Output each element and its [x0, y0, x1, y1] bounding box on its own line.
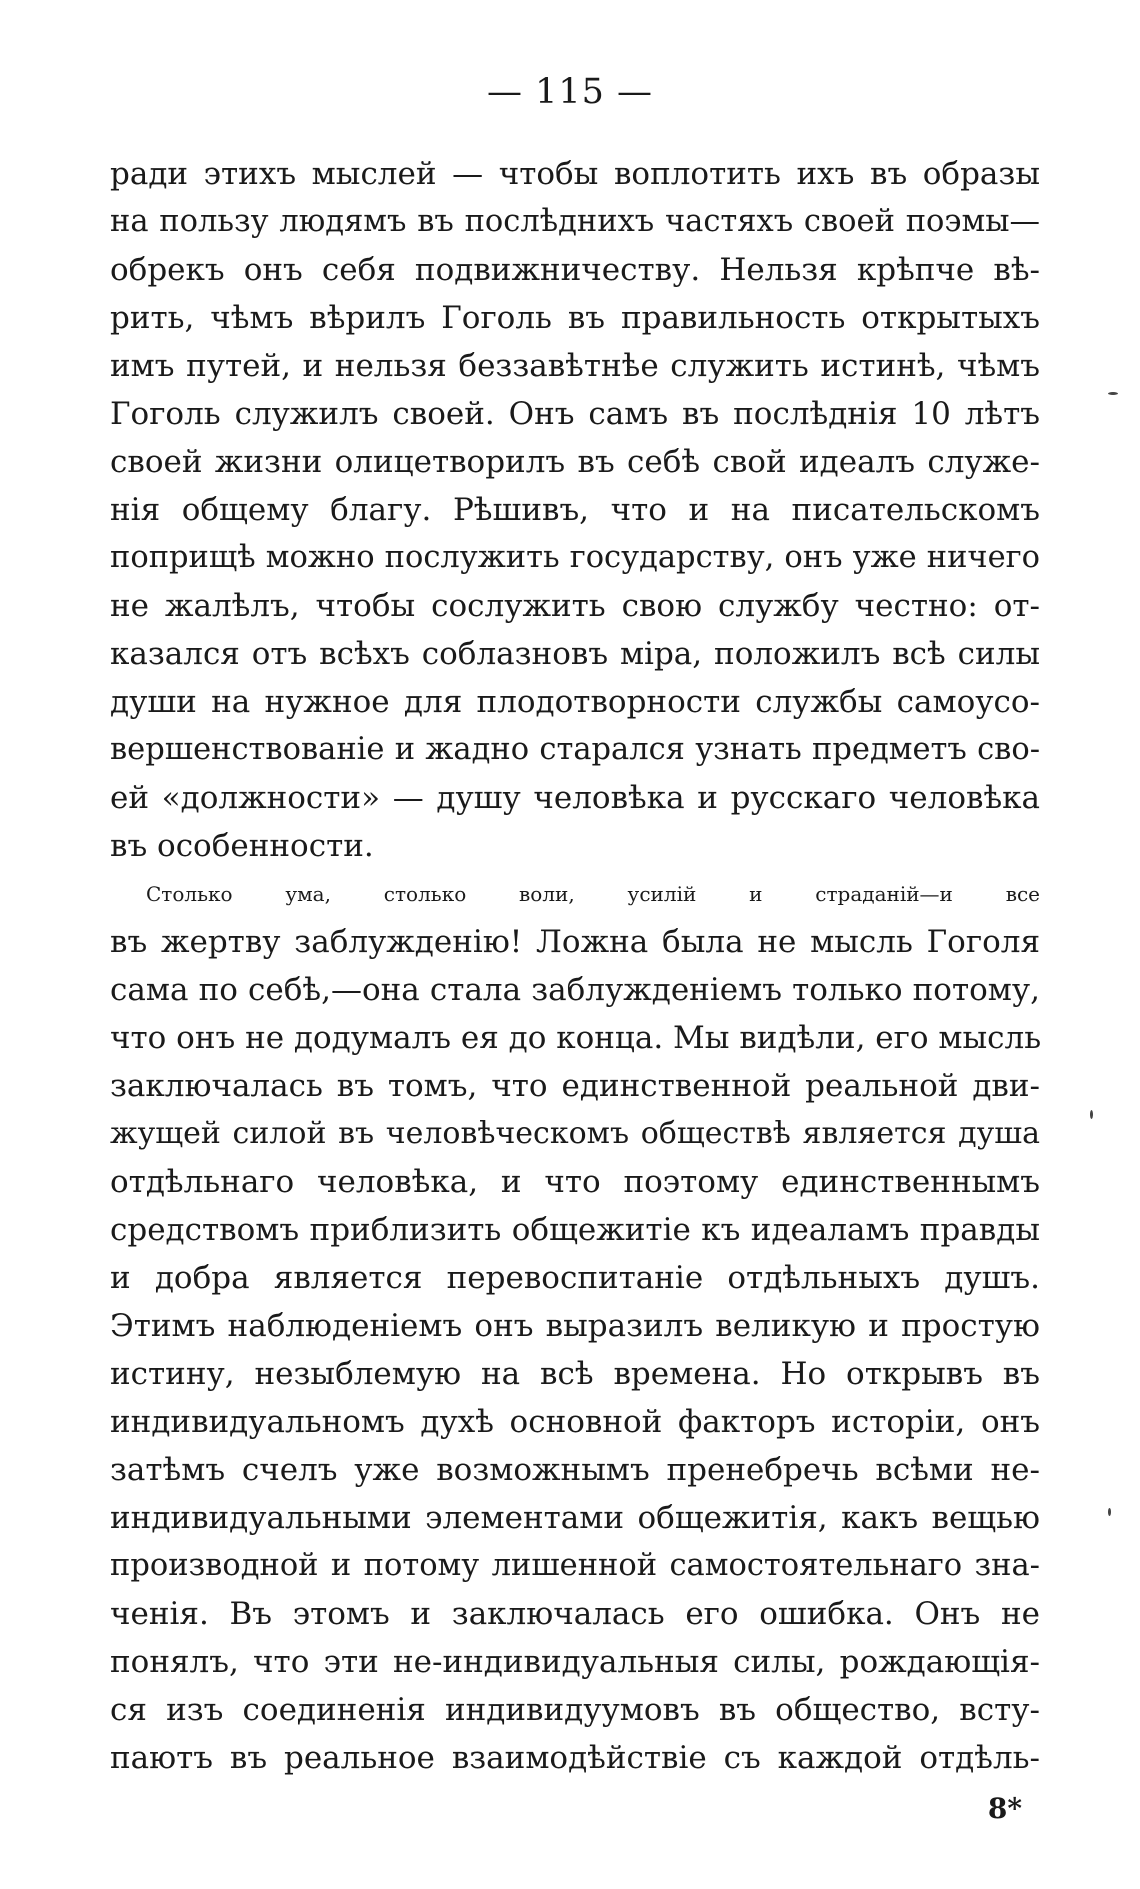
text-line: не жалѣлъ, чтобы сослужить свою службу честно: от- [110, 588, 1040, 624]
text-line: своей жизни олицетворилъ въ себѣ свой идеалъ служе- [110, 444, 1040, 480]
text-line: Гоголь служилъ своей. Онъ самъ въ послѣднія 10 лѣтъ [110, 396, 1040, 432]
text-line: поприщѣ можно послужить государству, онъ уже ничего [110, 540, 1040, 575]
text-line: заключалась въ томъ, что единственной реальной дви- [110, 1068, 1040, 1104]
text-line: рить, чѣмъ вѣрилъ Гоголь въ правильность открытыхъ [110, 300, 1040, 336]
text-line: жущей силой въ человѣческомъ обществѣ является душа [110, 1116, 1040, 1151]
text-line: въ особенности. [110, 828, 374, 864]
text-line: имъ путей, и нельзя беззавѣтнѣе служить истинѣ, чѣмъ [110, 348, 1040, 384]
text-line: ся изъ соединенія индивидуумовъ въ общество, всту- [110, 1692, 1040, 1728]
text-line: на пользу людямъ въ послѣднихъ частяхъ своей поэмы— [110, 204, 1040, 239]
text-line: производной и потому лишенной самостоятельнаго зна- [110, 1548, 1040, 1583]
text-line: ради этихъ мыслей — чтобы воплотить ихъ въ образы [110, 156, 1040, 192]
page-number: — 115 — [486, 72, 654, 112]
text-line: затѣмъ счелъ уже возможнымъ пренебречь всѣми не- [110, 1452, 1040, 1488]
margin-speck [1108, 1508, 1111, 1516]
text-line: и добра является перевоспитаніе отдѣльныхъ душъ. [110, 1260, 1040, 1296]
text-line: казался отъ всѣхъ соблазновъ міра, положилъ всѣ силы [110, 636, 1040, 672]
text-line: въ жертву заблужденію! Ложна была не мысль Гоголя [110, 924, 1040, 960]
text-line: индивидуальными элементами общежитія, какъ вещью [110, 1500, 1040, 1536]
body-text [110, 150, 1040, 1782]
text-line: средствомъ приблизить общежитіе къ идеаламъ правды [110, 1212, 1040, 1248]
text-line: Этимъ наблюденіемъ онъ выразилъ великую и простую [110, 1308, 1040, 1344]
margin-speck [1090, 1110, 1093, 1119]
text-line: что онъ не додумалъ ея до конца. Мы видѣли, его мысль [110, 1020, 1042, 1056]
text-line: индивидуальномъ духѣ основной факторъ исторіи, онъ [110, 1404, 1040, 1440]
text-line: отдѣльнаго человѣка, и что поэтому единственнымъ [110, 1164, 1040, 1200]
text-line: обрекъ онъ себя подвижничеству. Нельзя крѣпче вѣ- [110, 252, 1040, 288]
text-line: вершенствованіе и жадно старался узнать предметъ сво- [110, 732, 1040, 767]
text-line: нія общему благу. Рѣшивъ, что и на писательскомъ [110, 492, 1040, 528]
signature-mark: 8* [987, 1792, 1022, 1825]
text-line: души на нужное для плодотворности службы самоусо- [110, 684, 1040, 720]
text-line: сама по себѣ,—она стала заблужденіемъ только потому, [110, 972, 1040, 1008]
margin-speck [1108, 392, 1118, 395]
text-line: ченія. Въ этомъ и заключалась его ошибка. Онъ не [110, 1596, 1040, 1632]
text-line: истину, незыблемую на всѣ времена. Но открывъ въ [110, 1356, 1040, 1392]
text-line: понялъ, что эти не-индивидуальныя силы, рождающія- [110, 1644, 1040, 1680]
text-line: паютъ въ реальное взаимодѣйствіе съ каждой отдѣль- [110, 1740, 1040, 1776]
text-line: Столько ума, столько воли, усилій и страданій—и все [146, 882, 1040, 906]
text-line: ей «должности» — душу человѣка и русскаго человѣка [110, 780, 1040, 816]
